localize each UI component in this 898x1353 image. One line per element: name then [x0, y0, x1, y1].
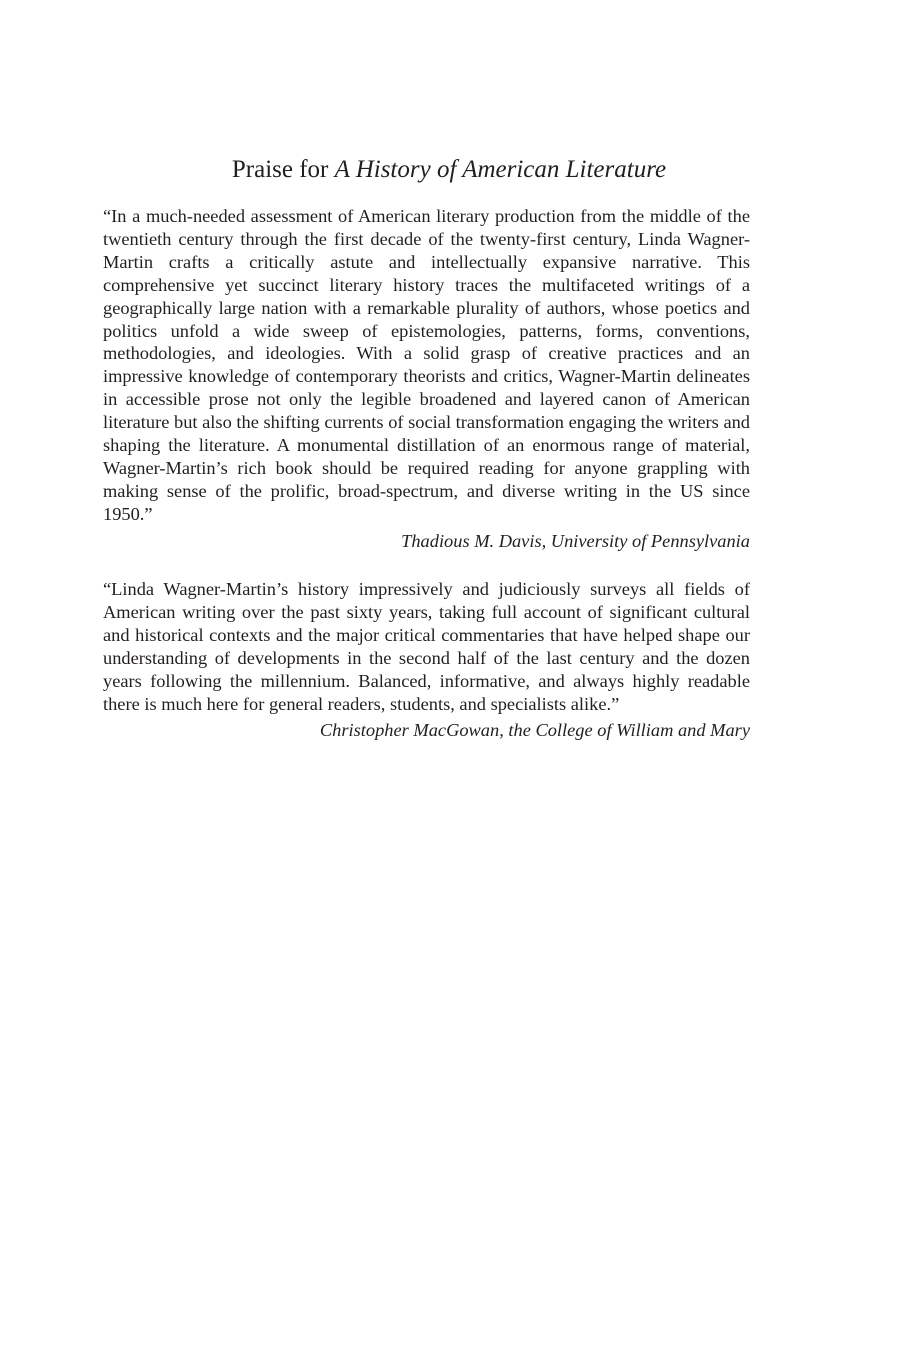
praise-attribution-1: Thadious M. Davis, University of Pennsylvania	[401, 530, 750, 551]
praise-attribution-2: Christopher MacGowan, the College of William and Mary	[319, 720, 750, 741]
praise-block-1	[103, 205, 750, 553]
praise-quote-2: “Linda Wagner-Martin’s history impressively and judiciously surveys all fields of American writing over the past sixty years, taking full account of significant cultural and historical contexts and the major critical commentaries that have helped shape our understanding of developments in the second half of the last century and the dozen years following the millennium. Balanced, informative, and always highly readable there is much here for general readers, students, and specialists alike.”	[103, 579, 750, 714]
praise-block-2	[103, 578, 750, 742]
page-title	[0, 154, 898, 186]
book-title: A History of American Literature	[334, 156, 667, 183]
title-prefix: Praise for	[231, 156, 335, 183]
praise-quote-1: “In a much-needed assessment of American literary production from the middle of the twentieth century through the first decade of the twenty-first century, Linda Wagner-Martin crafts a critically astute and intellectually expansive narrative. This comprehensive yet succinct literary history traces the multifaceted writings of a geographically large nation with a remarkable plurality of authors, whose poetics and politics unfold a wide sweep of epistemologies, patterns, forms, conventions, methodologies, and ideologies. With a solid grasp of creative practices and an impressive knowledge of contemporary theorists and critics, Wagner-Martin delineates in accessible prose not only the legible broadened and layered canon of American literature but also the shifting currents of social transformation engaging the writers and shaping the literature. A monumental distillation of an enormous range of material, Wagner-Martin’s rich book should be required reading for anyone grappling with making sense of the prolific, broad-spectrum, and diverse writing in the US since 1950.”	[103, 206, 750, 524]
